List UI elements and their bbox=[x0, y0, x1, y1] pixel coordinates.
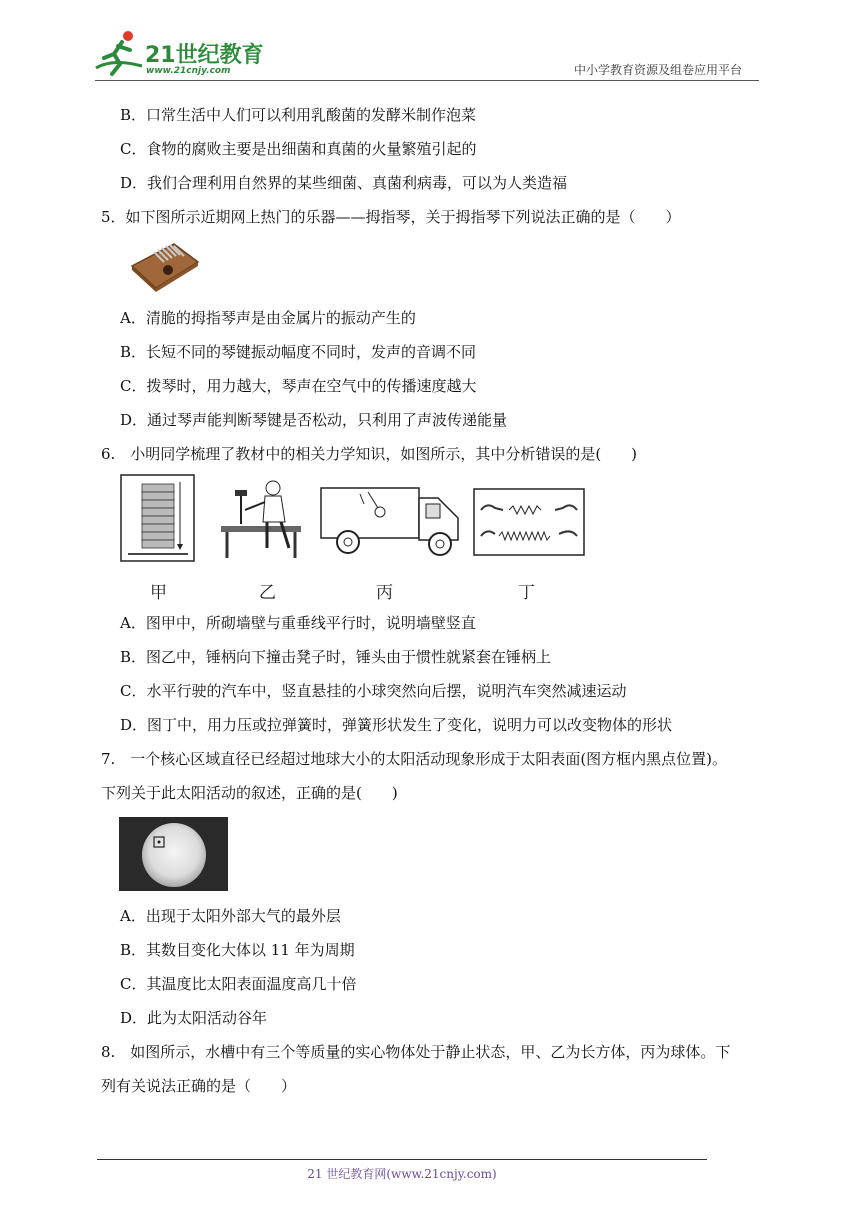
footer-divider bbox=[97, 1159, 707, 1160]
q8-stem-line1: 8. 如图所示，水槽中有三个等质量的实心物体处于静止状态，甲、乙为长方体，丙为球体。下 bbox=[101, 1043, 731, 1061]
q5-option-c: C．拨琴时，用力越大，琴声在空气中的传播速度越大 bbox=[120, 377, 477, 395]
q6-stem: 6. 小明同学梳理了教材中的相关力学知识，如图所示，其中分析错误的是( ) bbox=[101, 445, 638, 463]
q7-stem-line2: 下列关于此太阳活动的叙述，正确的是( ) bbox=[101, 784, 398, 802]
figure-bing-truck bbox=[318, 482, 463, 562]
q7-option-d: D．此为太阳活动谷年 bbox=[120, 1009, 268, 1027]
q5-option-a: A．清脆的拇指琴声是由金属片的振动产生的 bbox=[120, 309, 416, 327]
q5-option-b: B．长短不同的琴键振动幅度不同时，发声的音调不同 bbox=[120, 343, 477, 361]
q6-option-b: B．图乙中，锤柄向下撞击凳子时，锤头由于惯性就紧套在锤柄上 bbox=[120, 648, 552, 666]
header-divider bbox=[95, 80, 759, 81]
q6-option-d: D．图丁中，用力压或拉弹簧时，弹簧形状发生了变化，说明力可以改变物体的形状 bbox=[120, 716, 673, 734]
q4-option-b: B．口常生活中人们可以利用乳酸菌的发酵米制作泡菜 bbox=[120, 106, 477, 124]
figure-ding-springs bbox=[473, 488, 585, 556]
header-platform-text: 中小学教育资源及组卷应用平台 bbox=[574, 63, 743, 77]
q7-option-c: C．其温度比太阳表面温度高几十倍 bbox=[120, 975, 357, 993]
q4-option-c: C．食物的腐败主要是出细菌和真菌的火量繁殖引起的 bbox=[120, 140, 477, 158]
logo-url: www.21cnjy.com bbox=[146, 66, 231, 76]
logo-text: 21世纪教育 bbox=[145, 43, 264, 68]
figure-caption-jia: 甲 bbox=[150, 583, 167, 603]
runner-logo-icon bbox=[92, 28, 152, 80]
kalimba-image bbox=[128, 236, 200, 292]
q7-option-b: B．其数目变化大体以 11 年为周期 bbox=[120, 941, 355, 959]
sun-photo bbox=[119, 817, 228, 891]
q6-option-c: C．水平行驶的汽车中，竖直悬挂的小球突然向后摆，说明汽车突然减速运动 bbox=[120, 682, 627, 700]
q7-stem-line1: 7. 一个核心区域直径已经超过地球大小的太阳活动现象形成于太阳表面(图方框内黑点位置)。 bbox=[101, 750, 728, 768]
q8-stem-line2: 列有关说法正确的是（ ） bbox=[101, 1077, 297, 1095]
figure-jia-wall bbox=[120, 474, 195, 562]
q5-stem: 5．如下图所示近期网上热门的乐器——拇指琴，关于拇指琴下列说法正确的是（ ） bbox=[101, 208, 681, 226]
q5-option-d: D．通过琴声能判断琴键是否松动，只利用了声波传递能量 bbox=[120, 411, 508, 429]
figure-caption-ding: 丁 bbox=[518, 583, 535, 603]
figure-caption-bing: 丙 bbox=[376, 583, 393, 603]
q6-option-a: A．图甲中，所砌墙壁与重垂线平行时，说明墙壁竖直 bbox=[120, 614, 476, 632]
figure-caption-yi: 乙 bbox=[259, 583, 276, 603]
figure-yi-hammer bbox=[215, 474, 305, 562]
footer-link[interactable]: 21 世纪教育网(www.21cnjy.com) bbox=[307, 1167, 497, 1181]
q7-option-a: A．出现于太阳外部大气的最外层 bbox=[120, 907, 341, 925]
q4-option-d: D．我们合理利用自然界的某些细菌、真菌利病毒，可以为人类造福 bbox=[120, 174, 568, 192]
